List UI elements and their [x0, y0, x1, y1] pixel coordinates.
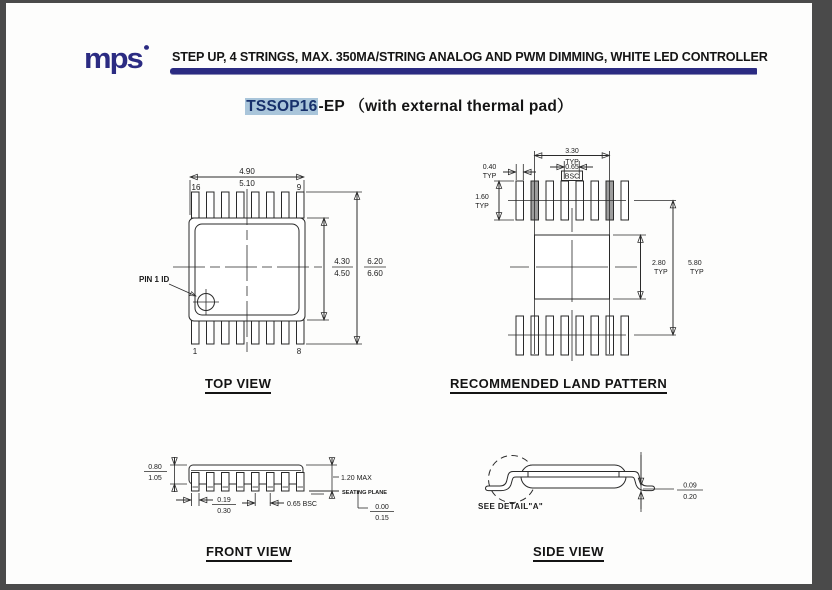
mps-logo-text: mps: [84, 42, 142, 75]
dim-standoff-over: 0.00: [375, 504, 389, 511]
dim-max-height: [306, 458, 387, 498]
dim-width-over: 4.90: [239, 167, 255, 176]
front-view-drawing: [131, 443, 421, 528]
dim-pad-h-value: 1.60: [475, 194, 489, 201]
dim-pad-w-value: 0.40: [482, 164, 497, 171]
dim-total-h-value: 5.80: [688, 260, 702, 267]
pin-number-16: 16: [191, 183, 201, 192]
dim-total-over: 6.20: [367, 257, 383, 266]
front-view-caption: FRONT VIEW: [206, 544, 292, 562]
dim-body-over: 4.30: [334, 257, 350, 266]
header-strapline: STEP UP, 4 STRINGS, MAX. 350MA/STRING ANALOG AND PWM DIMMING, WHITE LED CONTROLLER: [172, 50, 768, 64]
bottom-pin-row: [192, 320, 305, 344]
package-suffix: -EP: [318, 98, 345, 115]
dim-pad-w-unit: TYP: [482, 173, 497, 180]
side-view-caption: SIDE VIEW: [533, 544, 604, 562]
package-note: （with external thermal pad）: [349, 98, 573, 115]
trademark-dot-icon: [144, 45, 149, 50]
dim-lead-width: [176, 493, 236, 515]
mps-logo: [84, 44, 142, 73]
dim-total-height-land: [673, 201, 704, 336]
dim-front-body-over: 0.80: [148, 464, 162, 471]
dim-standoff-under: 0.15: [375, 515, 389, 522]
pin-number-9: 9: [296, 183, 302, 192]
dim-pitch-unit: BSC: [564, 173, 580, 181]
dim-total-h-unit: TYP: [690, 269, 704, 276]
dim-pitch: [550, 161, 593, 181]
dim-max-height-value: 1.20 MAX: [341, 475, 372, 482]
dim-span-value: 3.30: [565, 148, 579, 155]
seating-plane-label: SEATING PLANE: [342, 490, 387, 496]
dim-lead-under: 0.30: [217, 508, 231, 515]
dim-center-h-unit: TYP: [654, 269, 668, 276]
dim-total-under: 6.60: [367, 269, 383, 278]
dim-front-pitch-value: 0.65 BSC: [287, 501, 317, 508]
dim-lead-over: 0.19: [217, 497, 231, 504]
dim-pad-h-unit: TYP: [475, 203, 489, 210]
dim-center-h-value: 2.80: [652, 260, 666, 267]
datasheet-page: [6, 3, 812, 584]
land-pattern-drawing: [446, 131, 741, 376]
dim-body-under: 4.50: [334, 269, 350, 278]
dim-body-height: [307, 218, 353, 320]
package-name-highlight: TSSOP16: [246, 98, 318, 115]
land-pattern-caption: RECOMMENDED LAND PATTERN: [450, 376, 667, 394]
top-view-caption: TOP VIEW: [205, 376, 271, 394]
dim-pad-width: [483, 164, 536, 180]
dim-pitch-value: 0.65: [565, 164, 579, 171]
dim-front-body-under: 1.05: [148, 475, 162, 482]
dim-front-body: [144, 457, 187, 492]
dim-side-lead-over: 0.09: [683, 482, 697, 490]
dim-front-pitch: [242, 493, 317, 508]
package-title: [6, 94, 812, 116]
top-pin-row: [192, 192, 305, 218]
pin-number-1: 1: [192, 347, 198, 356]
dim-width-under: 5.10: [239, 179, 255, 188]
dim-total-height: [306, 192, 386, 344]
header-rule-bar: [170, 68, 757, 76]
pin-number-8: 8: [296, 347, 302, 356]
see-detail-label: SEE DETAIL"A": [478, 502, 544, 511]
side-view-drawing: [446, 433, 741, 528]
dim-side-lead-under: 0.20: [683, 494, 697, 501]
dim-lead-thickness: [641, 452, 703, 512]
dim-span-unit: TYP: [565, 159, 579, 166]
top-view-drawing: [126, 143, 416, 381]
pin1-id-label: PIN 1 ID: [139, 275, 170, 284]
